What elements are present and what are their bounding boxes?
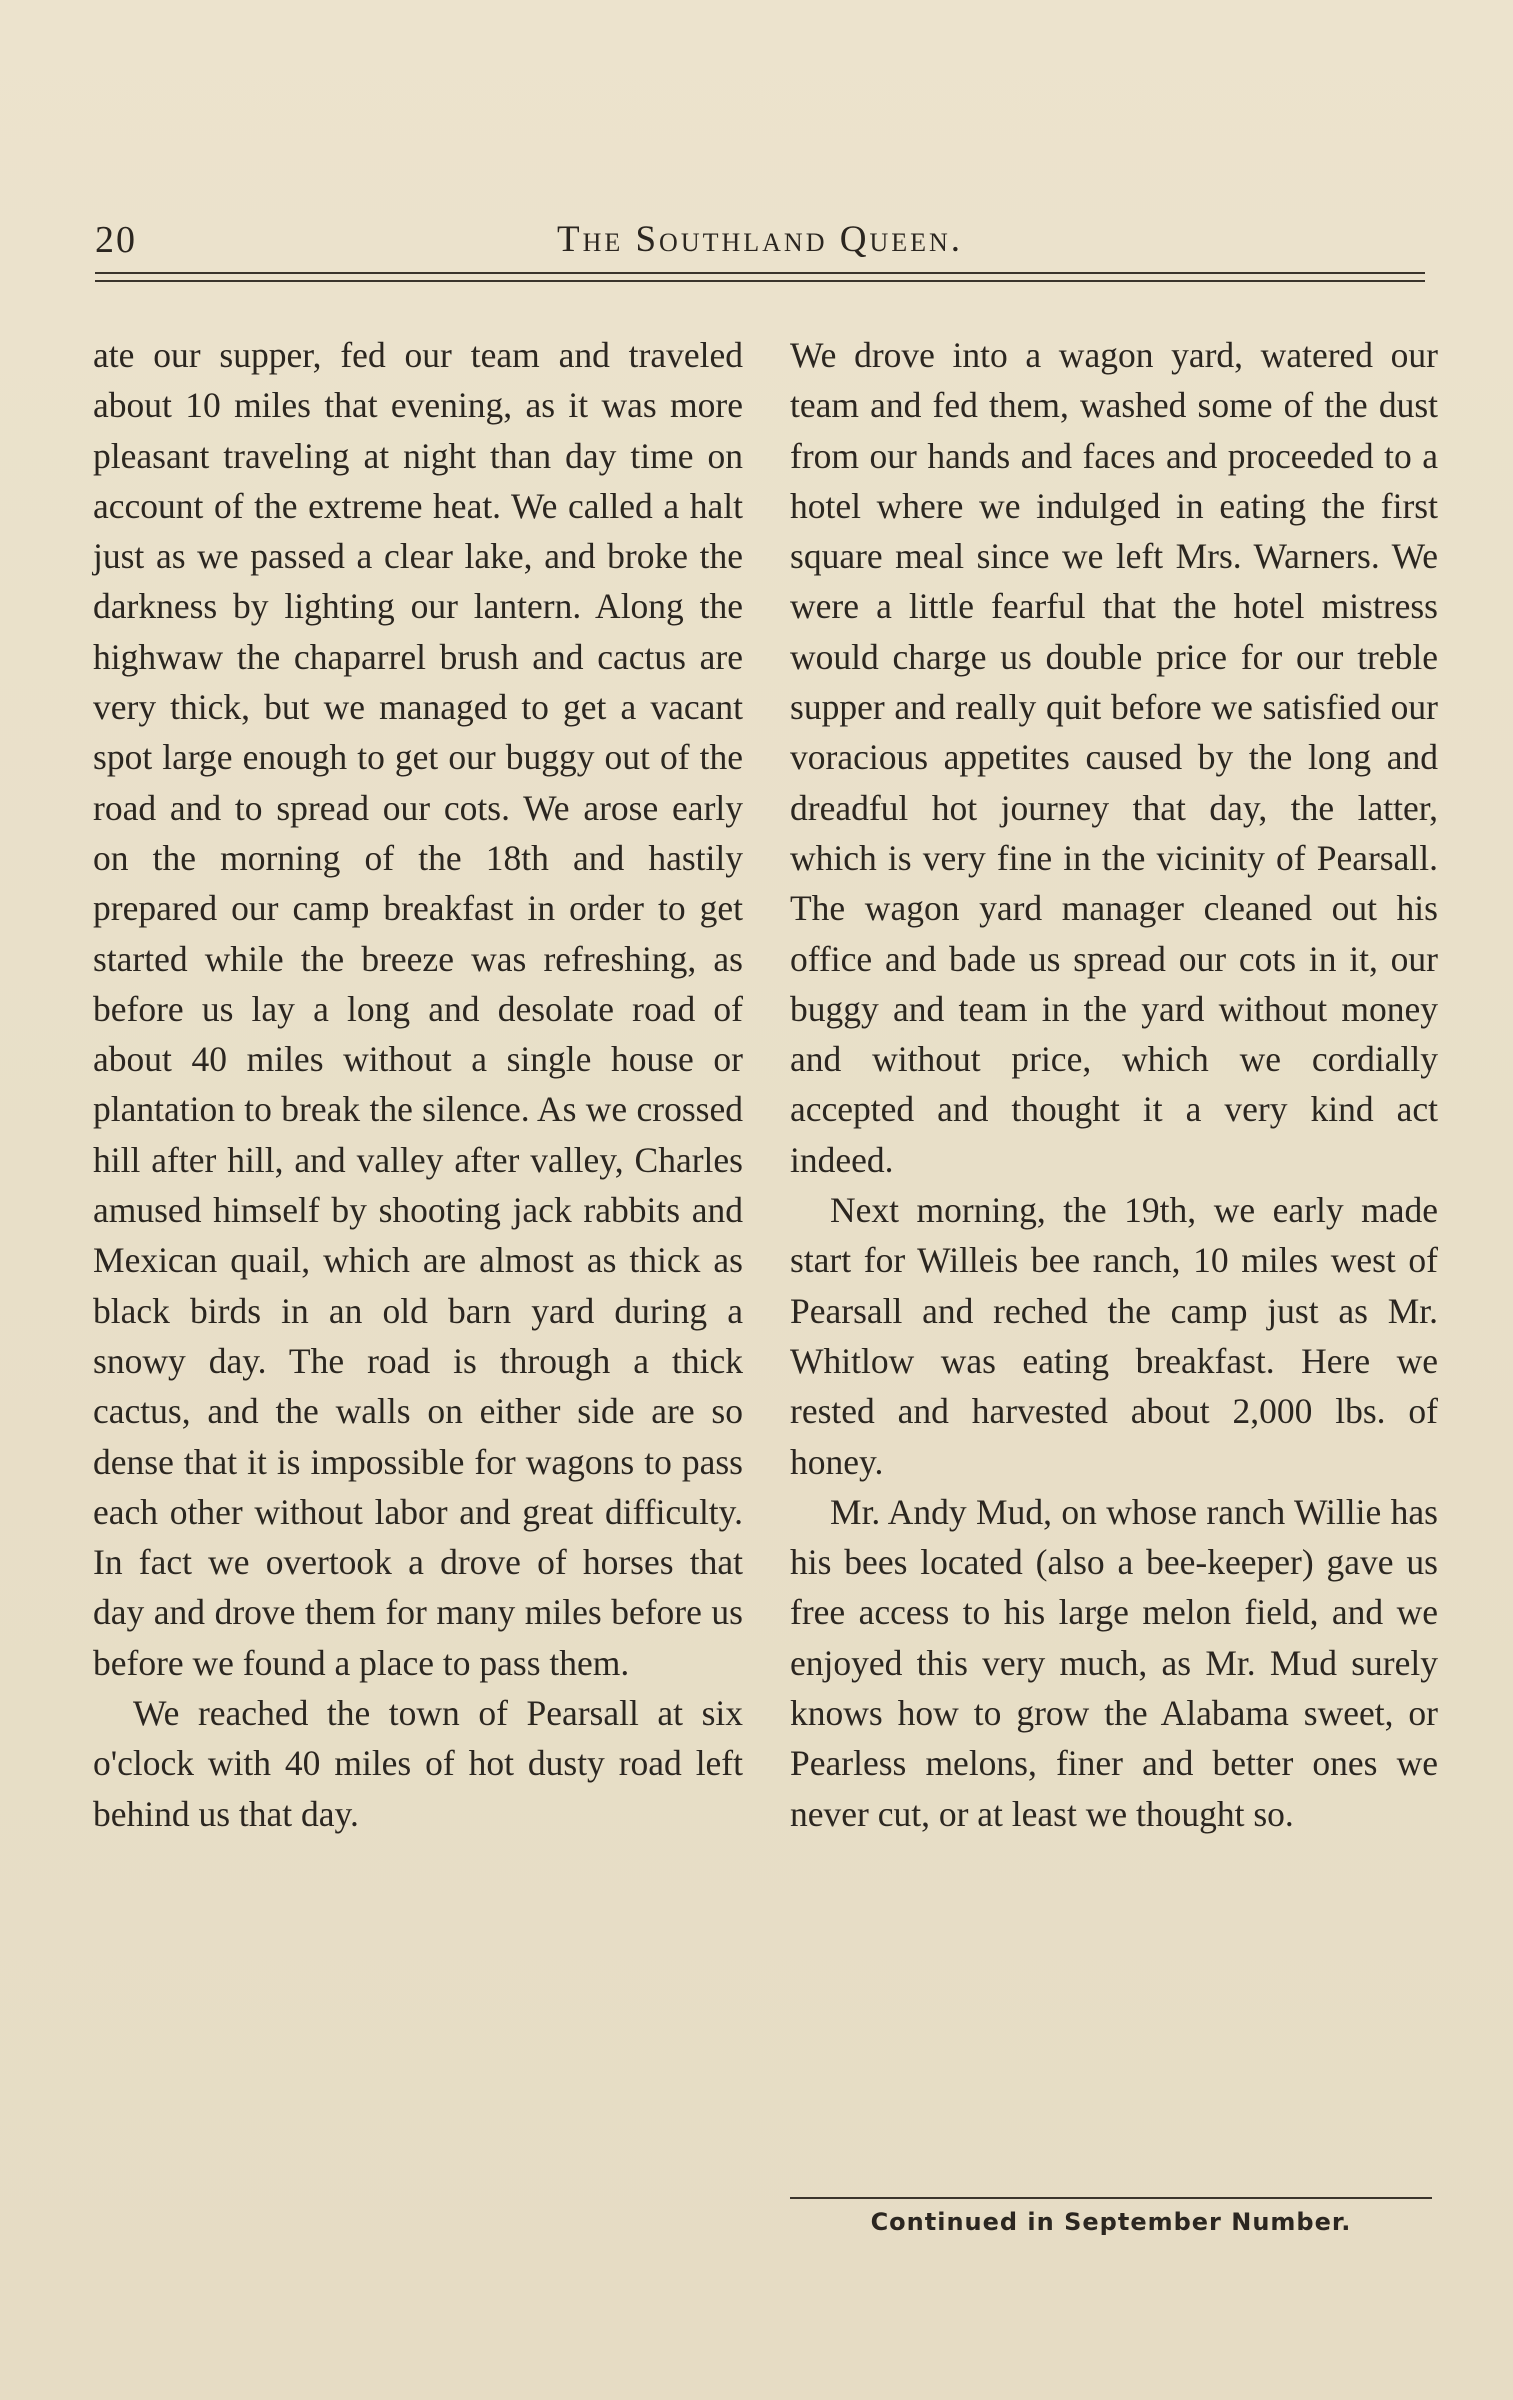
left-paragraph-1: ate our supper, fed our team and traveled about 10 miles that evening, as it was more pleasant traveling at night than day time on account of the extreme heat. We called a halt just as we passed a clear lake, and broke the darkness by lighting our lantern. Along the highwaw the chaparrel brush and cactus are very thick, but we managed to get a vacant spot large enough to get our buggy out of the road and to spread our cots. We arose early on the morning of the 18th and hastily prepared our camp breakfast in order to get started while the breeze was refreshing, as before us lay a long and desolate road of about 40 miles without a single house or plantation to break the silence. As we crossed hill after hill, and valley after valley, Charles amused himself by shooting jack rabbits and Mexican quail, which are almost as thick as black birds in an old barn yard during a snowy day. The road is through a thick cactus, and the walls on either side are so dense that it is impossible for wagons to pass each other without labor and great difficulty. In fact we overtook a drove of horses that day and drove them for many miles before us before we found a place to pass them. xyxy=(93,335,743,1683)
continued-note: Continued in September Number. xyxy=(870,2208,1352,2236)
header-rule-bottom xyxy=(95,280,1425,282)
right-paragraph-2: Next morning, the 19th, we early made start for Willeis bee ranch, 10 miles west of Pearsall and reched the camp just as Mr. Whitlow was eating breakfast. Here we rested and harvested about 2,000 lbs. of honey. xyxy=(790,1190,1438,1482)
right-column xyxy=(790,330,1438,1839)
header-rule-top xyxy=(95,272,1425,274)
right-paragraph-3: Mr. Andy Mud, on whose ranch Willie has his bees located (also a bee-keeper) gave us free access to his large melon field, and we enjoyed this very much, as Mr. Mud surely knows how to grow the Alabama sweet, or Pearless melons, finer and better ones we never cut, or at least we thought so. xyxy=(790,1491,1438,1834)
left-paragraph-2: We reached the town of Pearsall at six o'clock with 40 miles of hot dusty road left behind us that day. xyxy=(93,1693,743,1834)
running-title: The Southland Queen. xyxy=(556,219,964,260)
right-paragraph-1: We drove into a wagon yard, watered our team and fed them, washed some of the dust from our hands and faces and proceeded to a hotel where we indulged in eating the first square meal since we left Mrs. Warners. We were a little fearful that the hotel mistress would charge us double price for our treble supper and really quit before we satisfied our voracious appetites caused by the long and dreadful hot journey that day, the latter, which is very fine in the vicinity of Pearsall. The wagon yard manager cleaned out his office and bade us spread our cots in it, our buggy and team in the yard without money and without price, which we cordially accepted and thought it a very kind act indeed. xyxy=(790,335,1438,1180)
page-header xyxy=(95,218,1425,268)
left-column xyxy=(93,330,743,1839)
page-number: 20 xyxy=(95,219,137,261)
end-rule xyxy=(790,2197,1432,2199)
